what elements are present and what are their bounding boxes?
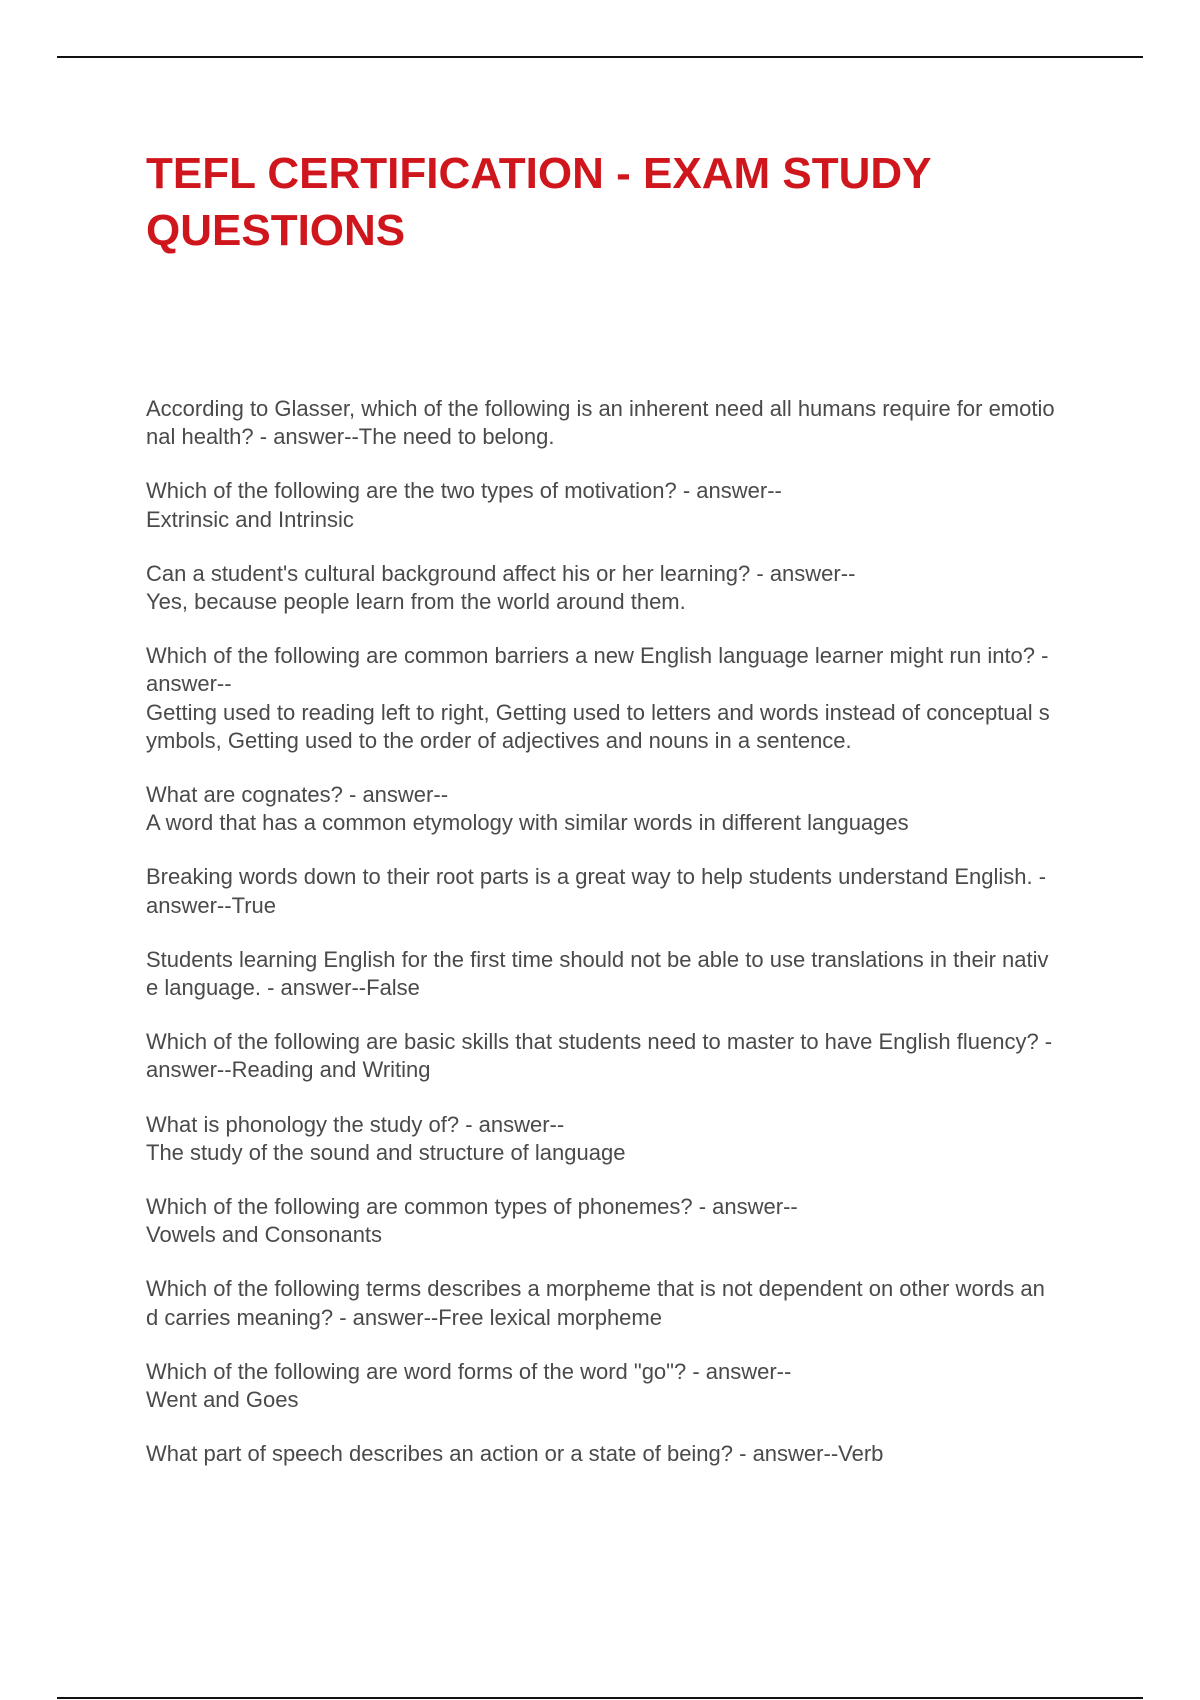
answer-text: A word that has a common etymology with similar words in different languages <box>146 810 909 836</box>
list-item <box>146 1193 1056 1249</box>
answer-text: False <box>366 975 420 1001</box>
question-text: Which of the following are common types of phonemes? - answer-- <box>146 1194 798 1220</box>
answer-text: Getting used to reading left to right, Getting used to letters and words instead of conceptual symbols, Getting used to the order of adjectives and nouns in a sentence. <box>146 699 1050 753</box>
list-item <box>146 560 1056 616</box>
question-text: What is phonology the study of? - answer-- <box>146 1111 565 1137</box>
answer-text: Verb <box>838 1441 884 1467</box>
answer-text: Vowels and Consonants <box>146 1222 383 1248</box>
top-rule <box>57 56 1143 58</box>
answer-text: The need to belong. <box>358 424 555 450</box>
list-item <box>146 1111 1056 1167</box>
question-text: What are cognates? - answer-- <box>146 782 449 808</box>
question-text: Which of the following terms describes a morpheme that is not dependent on other words and carries meaning? - answer-- <box>146 1276 1045 1330</box>
bottom-rule <box>57 1697 1143 1699</box>
list-item <box>146 1440 1056 1468</box>
document-title: TEFL CERTIFICATION - EXAM STUDY QUESTIONS <box>146 149 931 255</box>
question-list <box>146 395 1056 1468</box>
question-text: Which of the following are the two types of motivation? - answer-- <box>146 478 782 504</box>
list-item <box>146 1358 1056 1414</box>
list-item <box>146 863 1056 919</box>
answer-text: Extrinsic and Intrinsic <box>146 506 354 532</box>
answer-text: The study of the sound and structure of language <box>146 1139 626 1165</box>
list-item <box>146 1275 1056 1331</box>
answer-text: Reading and Writing <box>231 1057 431 1083</box>
answer-text: Yes, because people learn from the world around them. <box>146 589 686 615</box>
answer-text: Went and Goes <box>146 1387 299 1413</box>
question-text: Which of the following are word forms of the word "go"? - answer-- <box>146 1358 792 1384</box>
list-item <box>146 946 1056 1002</box>
list-item <box>146 477 1056 533</box>
list-item <box>146 781 1056 837</box>
list-item <box>146 642 1056 755</box>
question-text: What part of speech describes an action or a state of being? - answer-- <box>146 1441 839 1467</box>
question-text: Which of the following are basic skills that students need to master to have English fluency? - answer-- <box>146 1029 1053 1083</box>
question-text: Students learning English for the first time should not be able to use translations in their native language. - answer-- <box>146 946 1049 1001</box>
question-text: According to Glasser, which of the following is an inherent need all humans require for emotional health? - answer-- <box>146 396 1055 450</box>
question-text: Breaking words down to their root parts is a great way to help students understand English. - answer-- <box>146 864 1047 918</box>
answer-text: Free lexical morpheme <box>438 1304 662 1330</box>
list-item <box>146 1028 1056 1084</box>
question-text: Can a student's cultural background affect his or her learning? - answer-- <box>146 560 856 586</box>
answer-text: True <box>231 892 276 918</box>
list-item <box>146 395 1056 451</box>
question-text: Which of the following are common barriers a new English language learner might run into? - answer-- <box>146 643 1049 697</box>
